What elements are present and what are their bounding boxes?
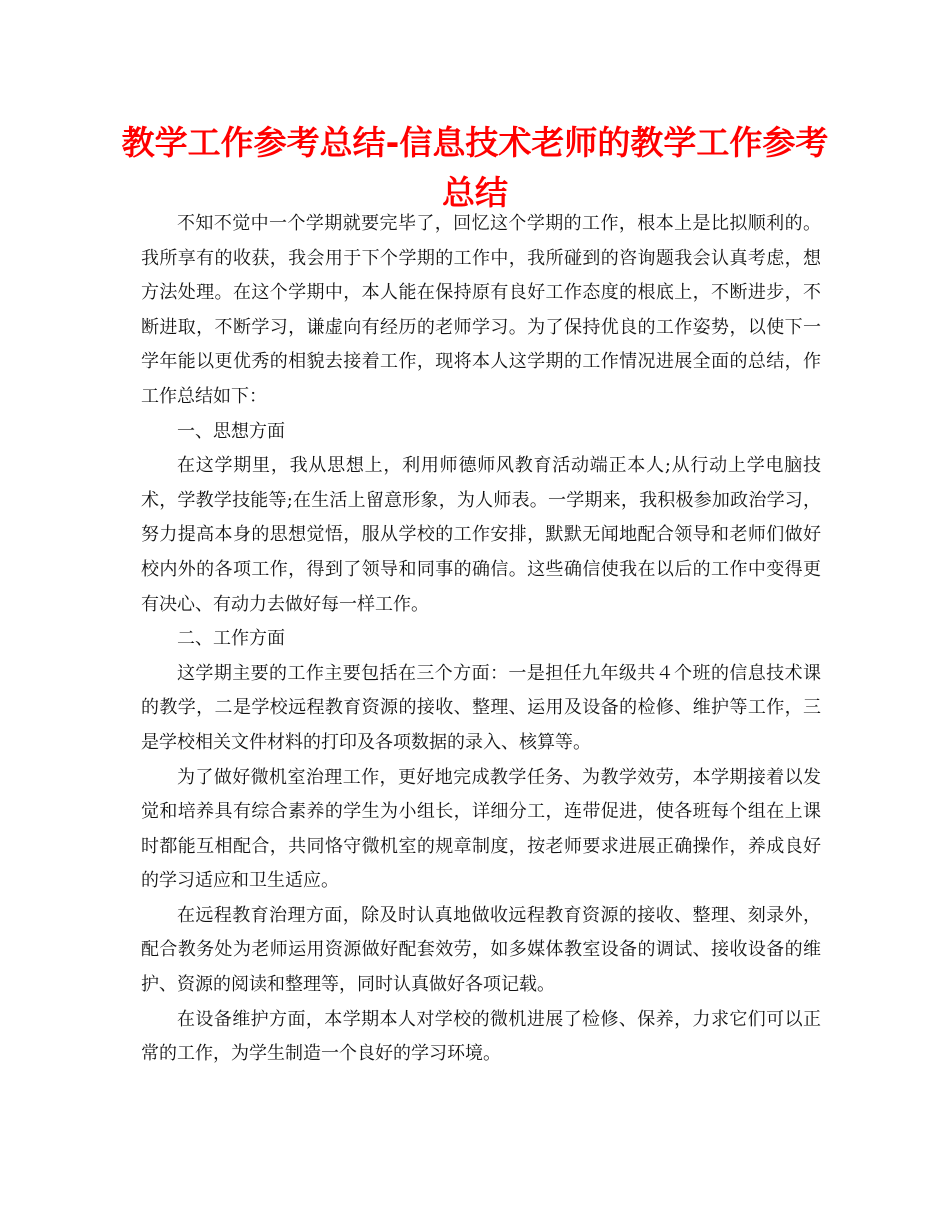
- section-heading-work: 二、工作方面: [177, 628, 285, 650]
- paragraph-thought: 在这学期里，我从思想上，利用师德师风教育活动端正本人;从行动上学电脑技术，学教学技能等;在生活上留意形象，为人师表。一学期来，我积极参加政治学习，努力提高本身的思想觉悟，服从学校的工作安排，默默无闻地配合领导和老师们做好校内外的各项工作，得到了领导和同事的确信。这些确信使我在以后的工作中变得更有决心、有动力去做好每一样工作。: [141, 455, 821, 615]
- paragraph-intro: 不知不觉中一个学期就要完毕了，回忆这个学期的工作，根本上是比拟顺利的。我所享有的收获，我会用于下个学期的工作中，我所碰到的咨询题我会认真考虑，想方法处理。在这个学期中，本人能在保持原有良好工作态度的根底上，不断进步，不断进取，不断学习，谦虚向有经历的老师学习。为了保持优良的工作姿势，以使下一学年能以更优秀的相貌去接着工作，现将本人这学期的工作情况进展全面的总结，作工作总结如下：: [141, 213, 821, 407]
- paragraph-lab-management: 为了做好微机室治理工作，更好地完成教学任务、为教学效劳，本学期接着以发觉和培养具有综合素养的学生为小组长，详细分工，连带促进，使各班每个组在上课时都能互相配合，共同恪守微机室的规章制度，按老师要求进展正确操作，养成良好的学习适应和卫生适应。: [141, 766, 821, 892]
- paragraph-work-overview: 这学期主要的工作主要包括在三个方面：一是担任九年级共４个班的信息技术课的教学，二是学校远程教育资源的接收、整理、运用及设备的检修、维护等工作，三是学校相关文件材料的打印及各项数据的录入、核算等。: [141, 662, 821, 753]
- section-heading-thought: 一、思想方面: [177, 420, 285, 442]
- document-body: [141, 207, 821, 1072]
- paragraph-equipment-maintenance: 在设备维护方面，本学期本人对学校的微机进展了检修、保养，力求它们可以正常的工作，为学生制造一个良好的学习环境。: [141, 1008, 821, 1065]
- paragraph-remote-education: 在远程教育治理方面，除及时认真地做收远程教育资源的接收、整理、刻录外，配合教务处为老师运用资源做好配套效劳，如多媒体教室设备的调试、接收设备的维护、资源的阅读和整理等，同时认真做好各项记载。: [141, 904, 821, 996]
- document-title: 教学工作参考总结-信息技术老师的教学工作参考总结: [121, 123, 829, 212]
